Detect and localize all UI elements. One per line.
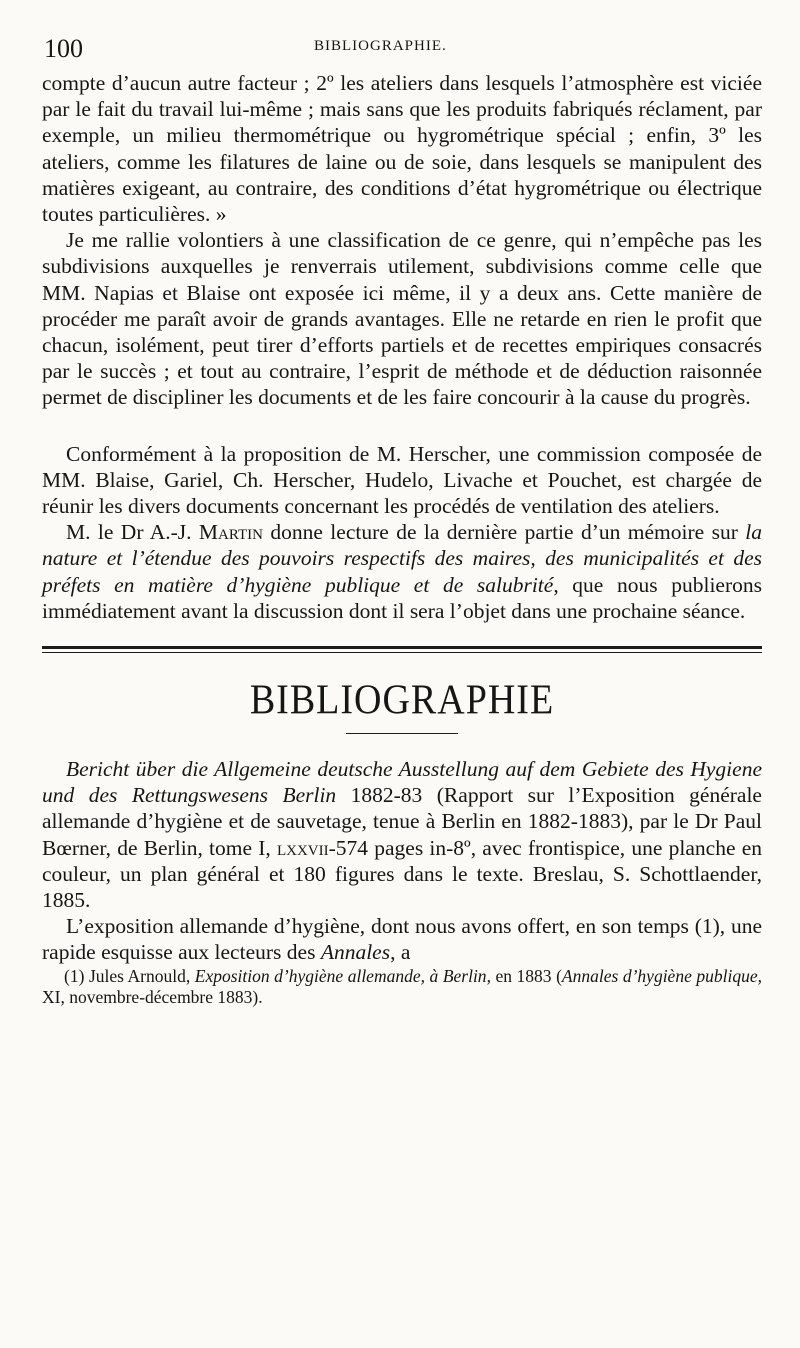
entry-roman-pages: lxxvii (276, 835, 329, 860)
footnote-title: Exposition d’hygiène allemande, à Berlin (194, 965, 487, 986)
bibliography-entry (42, 756, 762, 913)
entry-title: Bericht über die Allgemeine deutsche Ausstellung auf dem Gebiete des Hygiene und des Rettungswesens Berlin (42, 757, 762, 808)
paragraph-gap (42, 411, 762, 441)
paragraph-exposition (42, 913, 762, 965)
footnote-end: , XI, novembre-décembre 1883). (42, 965, 762, 1007)
main-text (42, 70, 762, 1008)
memoir-title: la nature et l’étendue des pouvoirs respectifs des maires, des municipalités et des préfets en matière d’hygiène publique et de salubrité (42, 520, 762, 597)
martin-prefix: M. le Dr A.-J. (66, 520, 199, 545)
exposition-text: L’exposition allemande d’hygiène, dont nous avons offert, en son temps (1), une rapide esquisse aux lecteurs des (42, 914, 762, 965)
annales-title: Annales (320, 940, 391, 965)
double-rule-divider (42, 646, 762, 653)
section-title: BIBLIOGRAPHIE (249, 676, 555, 724)
martin-suffix: , que nous publierons immédiatement avant la discussion dont il sera l’objet dans une prochaine séance. (42, 572, 762, 623)
footnote (42, 966, 762, 1008)
paragraph-martin (42, 519, 762, 624)
exposition-end: , a (390, 940, 411, 965)
entry-details-2: -574 pages in-8º, avec frontispice, une planche en couleur, un plan général et 180 figures dans le texte. Breslau, S. Schottlaender, 1885. (42, 835, 762, 913)
footnote-marker: (1) Jules Arnould, (64, 965, 195, 986)
footnote-mid: , en 1883 ( (486, 965, 562, 986)
page-number: 100 (44, 34, 83, 63)
paragraph-commission: Conformément à la proposition de M. Herscher, une commission composée de MM. Blaise, Gariel, Ch. Herscher, Hudelo, Livache et Pouchet, est chargée de réunir les divers documents concernant les procédés de ventilation des ateliers. (42, 441, 762, 519)
paragraph-continuation: compte d’aucun autre facteur ; 2º les ateliers dans lesquels l’atmosphère est viciée par le fait du travail lui-même ; mais sans que les produits fabriqués réclament, par exemple, un milieu thermométrique ou hygrométrique spécial ; enfin, 3º les ateliers, comme les filatures de laine ou de soie, dans lesquels se manipulent des matières exigeant, au contraire, des conditions d’état hygrométrique ou électrique toutes particulières. » (42, 71, 762, 227)
running-head (44, 34, 764, 66)
martin-mid: donne lecture de la dernière partie d’un mémoire sur (262, 520, 746, 545)
paragraph-classification: Je me rallie volontiers à une classification de ce genre, qui n’empêche pas les subdivisions auxquelles je renverrais utilement, subdivisions comme celle que MM. Napias et Blaise ont exposée ici même, il y a deux ans. Cette manière de procéder me paraît avoir de grands avantages. Elle ne retarde en rien le profit que chacun, isolément, peut tirer d’efforts partiels et de recettes empiriques consacrés par le succès ; et tout au contraire, l’esprit de méthode et de déduction raisonnée permet de discipliner les documents et de les faire concourir à la cause du progrès. (42, 228, 762, 410)
title-underline (346, 733, 458, 734)
running-title: BIBLIOGRAPHIE. (314, 38, 447, 54)
martin-name: Martin (198, 520, 263, 545)
entry-details-1: 1882-83 (Rapport sur l’Exposition générale allemande d’hygiène et de sauvetage, tenue à Berlin en 1882-1883), par le Dr Paul Bœrner, de Berlin, tome I, (42, 783, 762, 860)
footnote-journal: Annales d’hygiène publique (561, 965, 758, 986)
